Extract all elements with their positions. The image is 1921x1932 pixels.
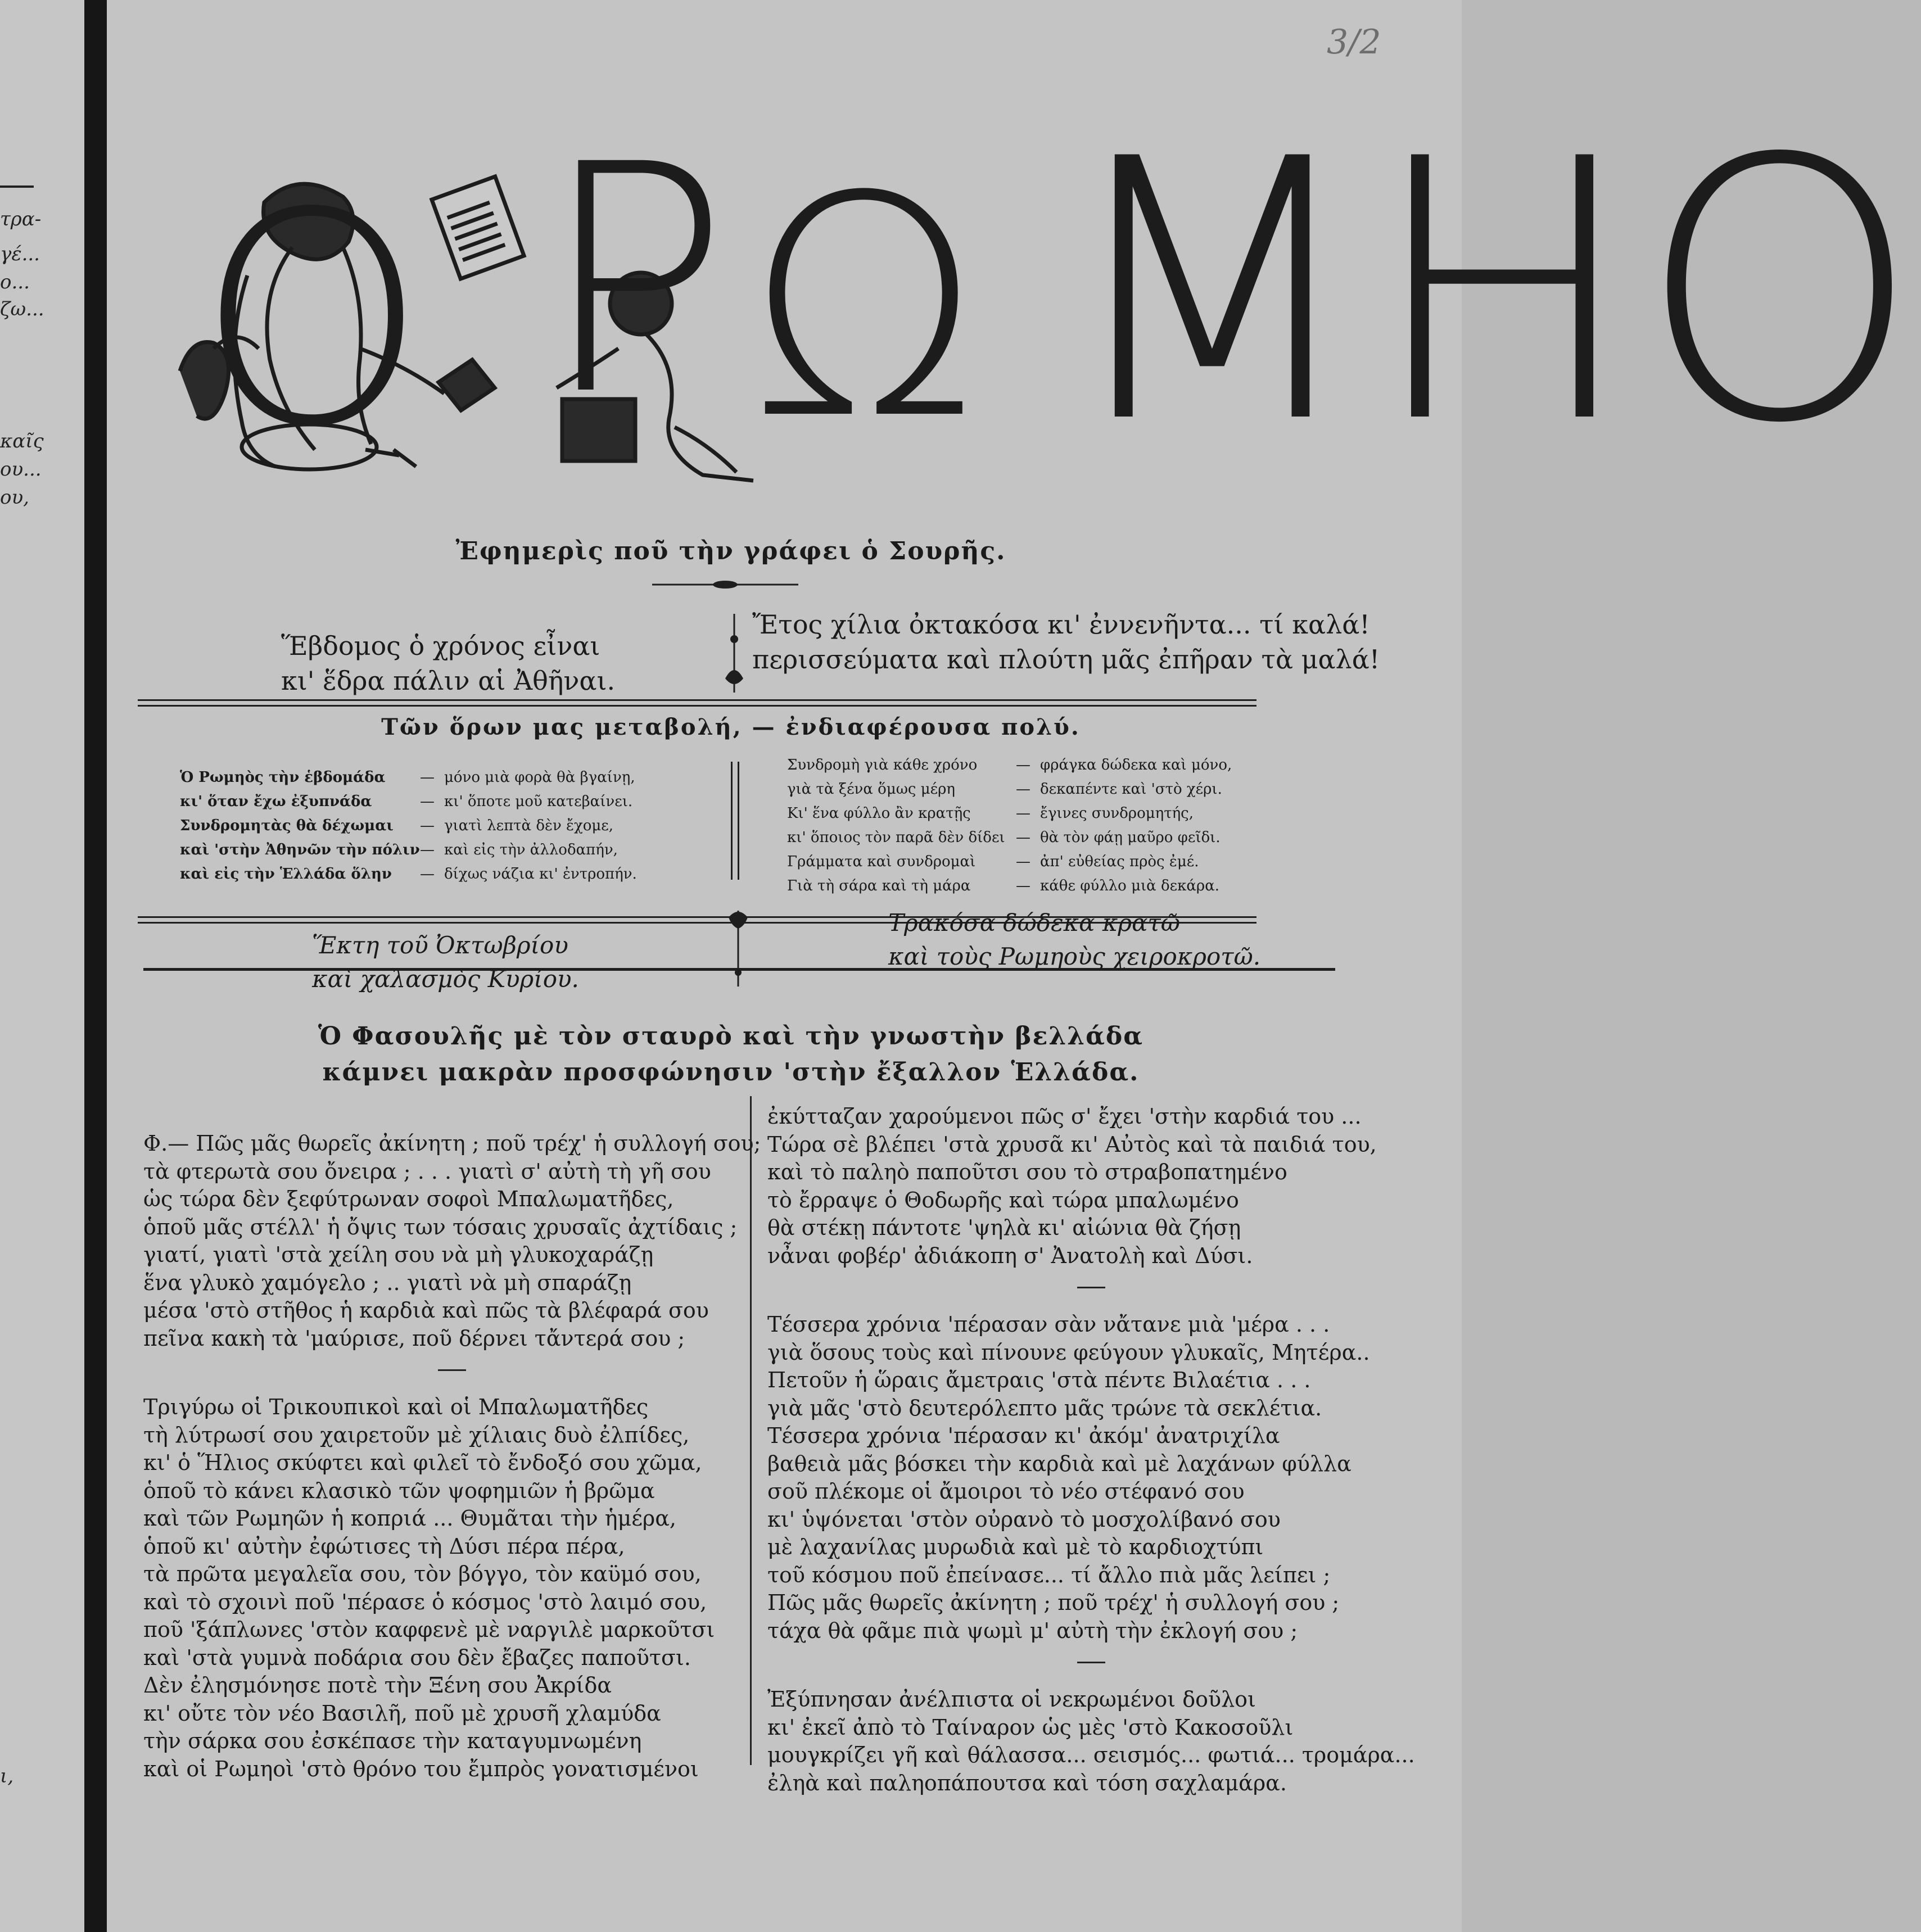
term-value: καὶ εἰς τὴν ἀλλοδαπήν, <box>444 841 618 858</box>
verse-line: βαθειὰ μᾶς βόσκει τὴν καρδιὰ καὶ μὲ λαχάνων φύλλα <box>767 1451 1352 1476</box>
verse-line: ἐληὰ καὶ παληοπάπουτσα καὶ τόση σαχλαμάρα. <box>767 1770 1287 1795</box>
vertical-ornament <box>725 911 751 987</box>
verse-line: μέσα 'στὸ στῆθος ἡ καρδιὰ καὶ πῶς τὰ βλέφαρά σου <box>143 1298 709 1323</box>
term-label: Συνδρομὴ γιὰ κάθε χρόνο <box>787 757 978 773</box>
term-dash: — <box>420 841 435 858</box>
verse-line: Φ.— Πῶς μᾶς θωρεῖς ἀκίνητη ; ποῦ τρέχ' ἡ συλλογή σου; <box>143 1131 761 1156</box>
term-value: ἔγινες συνδρομητής, <box>1040 805 1194 822</box>
terms-row <box>787 753 1232 777</box>
terms-row <box>787 826 1232 850</box>
date-line: Τρακόσα δώδεκα κρατῶ <box>888 909 1180 936</box>
verse-line: κι' ὑψόνεται 'στὸν οὐρανὸ τὸ μοσχολίβανό σου <box>767 1506 1281 1532</box>
verse-line: καὶ τὸ σχοινὶ ποῦ 'πέρασε ὁ κόσμος 'στὸ λαιμό σου, <box>143 1589 707 1614</box>
term-value: γιατὶ λεπτὰ δὲν ἔχομε, <box>444 817 614 834</box>
term-dash: — <box>420 769 435 786</box>
terms-row <box>180 838 637 862</box>
previous-page-text: ο... <box>0 271 30 293</box>
previous-page-edge <box>0 0 84 1932</box>
terms-row <box>787 850 1232 874</box>
verse-line: κι' ὁ Ἥλιος σκύφτει καὶ φιλεῖ τὸ ἔνδοξό σου χῶμα, <box>143 1450 702 1475</box>
term-label: Συνδρομητὰς θὰ δέχωμαι <box>180 817 394 834</box>
date-line: καὶ χαλασμὸς Κυρίου. <box>312 965 579 993</box>
verse-line: νἆναι φοβέρ' ἀδιάκοπη σ' Ἀνατολὴ καὶ Δύσι. <box>767 1243 1253 1268</box>
verse-line: καὶ οἱ Ρωμηοὶ 'στὸ θρόνο του ἔμπρὸς γονατισμένοι <box>143 1756 699 1781</box>
verse-line: γιατί, γιατὶ 'στὰ χείλη σου νὰ μὴ γλυκοχαράζῃ <box>143 1242 654 1267</box>
term-label: Κι' ἕνα φύλλο ἂν κρατῇς <box>787 805 971 822</box>
terms-title: Τῶν ὅρων μας μεταβολή, — ἐνδιαφέρουσα πολύ. <box>381 714 1081 740</box>
term-label: Γράμματα καὶ συνδρομαὶ <box>787 853 976 870</box>
previous-page-text: ι, <box>0 1765 14 1788</box>
verse-line: μουγκρίζει γῆ καὶ θάλασσα... σεισμός... φωτιά... τρομάρα... <box>767 1743 1415 1767</box>
verse-line: μὲ λαχανίλας μυρωδιὰ καὶ μὲ τὸ καρδιοχτύπι <box>767 1535 1264 1559</box>
previous-page-text: ζω... <box>0 298 44 320</box>
verse-line: Ἐξύπνησαν ἀνέλπιστα οἱ νεκρωμένοι δοῦλοι <box>767 1687 1256 1712</box>
masthead-letter: Ο <box>197 150 427 491</box>
verse-line: Τριγύρω οἱ Τρικουπικοὶ καὶ οἱ Μπαλωματῆδες <box>143 1395 649 1419</box>
verse-line: Τέσσερα χρόνια 'πέρασαν κι' ἀκόμ' ἀνατριχίλα <box>767 1423 1280 1448</box>
article-title-line: κάμνει μακρὰν προσφώνησιν 'στὴν ἔξαλλον Ἑλλάδα. <box>322 1058 1140 1087</box>
verse-line: Τέσσερα χρόνια 'πέρασαν σὰν νἄτανε μιὰ 'μέρα . . . <box>767 1312 1330 1337</box>
previous-page-text: ου, <box>0 486 29 509</box>
previous-page-text: γέ... <box>0 243 40 265</box>
term-value: φράγκα δώδεκα καὶ μόνο, <box>1040 757 1232 773</box>
edition-right <box>752 607 1380 677</box>
verse-line: ποῦ 'ξάπλωνες 'στὸν καφφενὲ μὲ ναργιλὲ μαρκοῦτσι <box>143 1617 715 1642</box>
verse-line: καὶ τὸ παληὸ παποῦτσι σου τὸ στραβοπατημένο <box>767 1160 1287 1184</box>
verse-line: Πετοῦν ἡ ὥραις ἄμετραις 'στὰ πέντε Βιλαέτια . . . <box>767 1368 1311 1392</box>
verse-line: ὁποῦ κι' αὐτὴν ἐφώτισες τὴ Δύσι πέρα πέρα, <box>143 1533 625 1559</box>
terms-row <box>180 862 637 886</box>
stanza-divider <box>1077 1287 1105 1288</box>
term-label: Ὁ Ρωμηὸς τὴν ἑβδομάδα <box>180 769 386 786</box>
column-divider <box>738 762 739 880</box>
edition-line: περισσεύματα καὶ πλούτη μᾶς ἐπῆραν τὰ μαλά! <box>752 644 1380 675</box>
term-label: γιὰ τὰ ξένα ὅμως μέρη <box>787 781 955 798</box>
term-dash: — <box>420 866 435 883</box>
terms-row <box>180 790 637 814</box>
term-value: θὰ τὸν φάῃ μαῦρο φεῖδι. <box>1040 829 1221 846</box>
date-line: Ἕκτη τοῦ Ὀκτωβρίου <box>312 931 568 959</box>
term-value: δεκαπέντε καὶ 'στὸ χέρι. <box>1040 781 1222 798</box>
terms-row <box>180 814 637 838</box>
verse-line: τὴν σάρκα σου ἐσκέπασε τὴν καταγυμνωμένη <box>143 1729 642 1753</box>
masthead-letter: Ω <box>748 133 980 486</box>
verse-line: κι' ἐκεῖ ἀπὸ τὸ Ταίναρον ὡς μὲς 'στὸ Κακοσοῦλι <box>767 1714 1294 1740</box>
article-title-line: Ὁ Φασουλῆς μὲ τὸν σταυρὸ καὶ τὴν γνωστὴν βελλάδα <box>318 1022 1144 1051</box>
stanza-divider <box>438 1369 466 1371</box>
terms-row <box>180 766 637 790</box>
verse-line: καὶ 'στὰ γυμνὰ ποδάρια σου δὲν ἔβαζες παποῦτσι. <box>143 1645 691 1670</box>
term-dash: — <box>1016 757 1030 773</box>
term-dash: — <box>1016 805 1030 822</box>
previous-page-text: τρα- <box>0 208 42 230</box>
edition-line: Ἕβδομος ὁ χρόνος εἶναι <box>281 631 600 661</box>
edition-line: Ἔτος χίλια ὀκτακόσα κι' ἐννενῆντα... τί καλά! <box>752 609 1370 640</box>
verse-line: Τώρα σὲ βλέπει 'στὰ χρυσᾶ κι' Αὐτὸς καὶ τὰ παιδιά του, <box>767 1132 1377 1157</box>
verse-line: τὰ πρῶτα μεγαλεῖα σου, τὸν βόγγο, τὸν καϋμό σου, <box>143 1562 702 1586</box>
term-label: κι' ὅποιος τὸν παρᾶ δὲν δίδει <box>787 829 1005 846</box>
term-value: κάθε φύλλο μιὰ δεκάρα. <box>1040 877 1220 894</box>
divider <box>138 699 1256 701</box>
verse-line: γιὰ ὅσους τοὺς καὶ πίνουνε φεύγουν γλυκαῖς, Μητέρα.. <box>767 1340 1370 1365</box>
divider <box>143 968 1335 971</box>
previous-page-text: ου... <box>0 458 42 481</box>
term-value: ἀπ' εὐθείας πρὸς ἐμέ. <box>1040 853 1199 870</box>
date-line: καὶ τοὺς Ρωμηοὺς χειροκροτῶ. <box>888 943 1261 970</box>
verse-line: γιὰ μᾶς 'στὸ δευτερόλεπτο μᾶς τρώνε τὰ σεκλέτια. <box>767 1395 1322 1420</box>
term-label: Γιὰ τὴ σάρα καὶ τὴ μάρα <box>787 877 971 894</box>
article-column-right <box>767 1103 1415 1797</box>
date-right <box>888 906 1260 974</box>
divider <box>0 185 34 188</box>
masthead-letter: Ρ <box>540 98 730 464</box>
masthead <box>180 83 1921 506</box>
verse-line: θὰ στέκῃ πάντοτε 'ψηλὰ κι' αἰώνια θὰ ζήσῃ <box>767 1215 1241 1240</box>
verse-line: Πῶς μᾶς θωρεῖς ἀκίνητη ; ποῦ τρέχ' ἡ συλλογή σου ; <box>767 1590 1340 1615</box>
verse-line: ὡς τώρα δὲν ξεφύτρωναν σοφοὶ Μπαλωματῆδες, <box>143 1187 674 1211</box>
verse-line: κι' οὔτε τὸν νέο Βασιλῆ, ποῦ μὲ χρυσῆ χλαμύδα <box>143 1700 661 1726</box>
previous-page-text: καῖς <box>0 430 44 453</box>
masthead-letter: ΜΗΟ <box>1057 83 1921 501</box>
edition-line: κι' ἕδρα πάλιν αἱ Ἀθῆναι. <box>281 666 616 696</box>
vertical-ornament <box>723 614 745 693</box>
terms-row <box>787 777 1232 802</box>
terms-right <box>787 753 1232 898</box>
verse-line: καὶ τῶν Ρωμηῶν ἡ κοπριά ... Θυμᾶται τὴν ἡμέρα, <box>143 1506 676 1531</box>
term-label: κι' ὅταν ἔχω ἐξυπνάδα <box>180 793 372 810</box>
ornament-divider <box>652 579 798 590</box>
term-dash: — <box>1016 877 1030 894</box>
terms-left <box>180 766 637 886</box>
term-value: δίχως νάζια κι' ἐντροπήν. <box>444 866 637 883</box>
term-value: μόνο μιὰ φορὰ θὰ βγαίνῃ, <box>444 769 635 786</box>
page-binding <box>84 0 107 1932</box>
masthead-subtitle: Ἐφημερὶς ποῦ τὴν γράφει ὁ Σουρῆς. <box>455 537 1006 565</box>
verse-line: σοῦ πλέκομε οἱ ἄμοιροι τὸ νέο στέφανό σου <box>767 1479 1245 1504</box>
column-divider <box>750 1096 752 1765</box>
term-dash: — <box>1016 853 1030 870</box>
term-dash: — <box>420 817 435 834</box>
column-divider <box>731 762 733 880</box>
verse-line: πεῖνα κακὴ τὰ 'μαύρισε, ποῦ δέρνει τἄντερά σου ; <box>143 1325 685 1351</box>
article-title <box>0 1019 1462 1091</box>
term-label: καὶ 'στὴν Ἀθηνῶν τὴν πόλιν <box>180 841 420 858</box>
term-dash: — <box>1016 781 1030 798</box>
date-left <box>312 929 579 996</box>
divider <box>138 705 1256 707</box>
verse-line: τὸ ἔρραψε ὁ Θοδωρῆς καὶ τώρα μπαλωμένο <box>767 1187 1239 1212</box>
term-label: καὶ εἰς τὴν Ἑλλάδα ὅλην <box>180 866 392 883</box>
terms-row <box>787 802 1232 826</box>
verse-line: τὰ φτερωτὰ σου ὄνειρα ; . . . γιατὶ σ' αὐτὴ τὴ γῆ σου <box>143 1159 711 1184</box>
verse-line: ἐκύτταζαν χαρούμενοι πῶς σ' ἔχει 'στὴν καρδιά του ... <box>767 1104 1362 1129</box>
verse-line: ὁποῦ τὸ κάνει κλασικὸ τῶν ψοφημιῶν ἡ βρῶμα <box>143 1478 655 1503</box>
verse-line: τοῦ κόσμου ποῦ ἐπείνασε... τί ἄλλο πιὰ μᾶς λείπει ; <box>767 1562 1331 1587</box>
article-column-left <box>143 1130 761 1783</box>
terms-row <box>787 874 1232 898</box>
verse-line: τὴ λύτρωσί σου χαιρετοῦν μὲ χίλιαις δυὸ ἐλπίδες, <box>143 1422 690 1447</box>
manuscript-note: 3/2 <box>1327 22 1381 62</box>
edition-left <box>281 628 615 698</box>
stanza-divider <box>1077 1662 1105 1663</box>
term-dash: — <box>1016 829 1030 846</box>
term-value: κι' ὅποτε μοῦ κατεβαίνει. <box>444 793 633 810</box>
verse-line: Δὲν ἐλησμόνησε ποτὲ τὴν Ξένη σου Ἀκρίδα <box>143 1673 612 1698</box>
verse-line: ἕνα γλυκὸ χαμόγελο ; .. γιατὶ νὰ μὴ σπαράζῃ <box>143 1270 632 1295</box>
verse-line: ὁποῦ μᾶς στέλλ' ἡ ὄψις των τόσαις χρυσαῖς ἀχτίδαις ; <box>143 1214 738 1239</box>
verse-line: τάχα θὰ φᾶμε πιὰ ψωμὶ μ' αὐτὴ τὴν ἐκλογή σου ; <box>767 1618 1298 1643</box>
term-dash: — <box>420 793 435 810</box>
